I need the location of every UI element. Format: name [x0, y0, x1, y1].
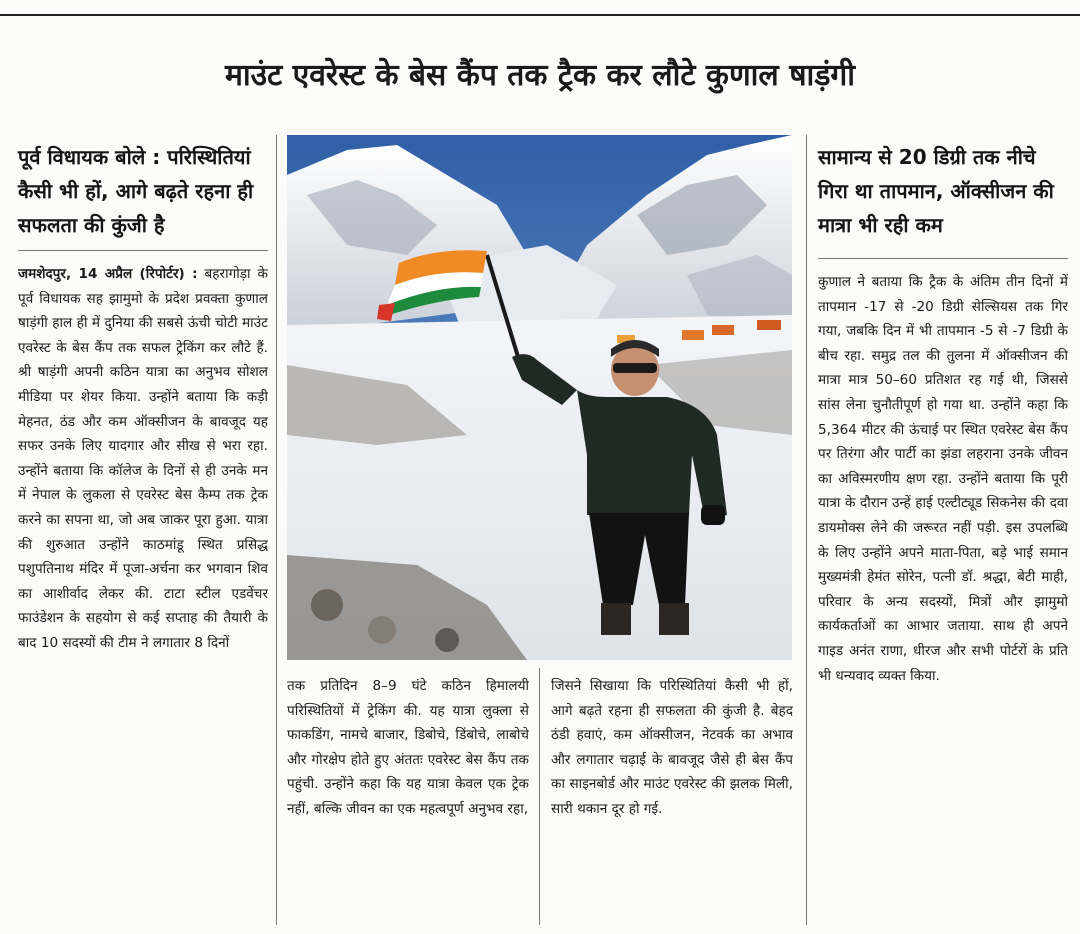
- headline: माउंट एवरेस्ट के बेस कैंप तक ट्रैक कर लौटे कुणाल षाड़ंगी: [224, 58, 856, 93]
- column-divider-1: [276, 135, 277, 925]
- right-subhead: सामान्य से 20 डिग्री तक नीचे गिरा था तापमान, ऑक्सीजन की मात्रा भी रही कम: [818, 145, 1054, 237]
- sunglasses: [613, 363, 657, 373]
- top-border: [0, 0, 1080, 16]
- tent: [757, 320, 781, 330]
- boot-right: [659, 603, 689, 635]
- right-subhead-divider: [818, 258, 1068, 259]
- left-subhead-divider: [18, 250, 268, 251]
- boot-left: [601, 603, 631, 635]
- rock: [311, 589, 343, 621]
- middle-left-body: तक प्रतिदिन 8–9 घंटे कठिन हिमालयी परिस्थितियों में ट्रेकिंग की. यह यात्रा लुक्ला से फाकडिंग, नामचे बाजार, डिबोचे, डिंबोचे, लाबोचे और गोरक्षेप होते हुए अंततः एवरेस्ट बेस कैंप तक पहुंची. उन्होंने कहा कि यह यात्रा केवल एक ट्रेक नहीं, बल्कि जीवन का एक महत्वपूर्ण अनुभव रहा,: [287, 678, 529, 817]
- right-column-body: कुणाल ने बताया कि ट्रैक के अंतिम तीन दिनों में तापमान -17 से -20 डिग्री सेल्सियस तक गिर गया, जबकि दिन में भी तापमान -5 से -7 डिग्री के बीच रहा. समुद्र तल की तुलना में ऑक्सीजन की मात्रा मात्र 50–60 प्रतिशत रह गई थी, जिससे सांस लेना चुनौतीपूर्ण हो गया था. उन्होंने कहा कि 5,364 मीटर की ऊंचाई पर स्थित एवरेस्ट बेस कैंप पर तिरंगा और पार्टी का झंडा लहराना उनके जीवन का अविस्मरणीय क्षण रहा. उन्होंने बताया कि पूरी यात्रा के दौरान उन्हें हाई एल्टीट्यूड सिकनेस की दवा डायमोक्स लेने की जरूरत नहीं पड़ी. इस उपलब्धि के लिए उन्होंने अपने माता-पिता, बड़े भाई समान मुख्यमंत्री हेमंत सोरेन, पत्नी डॉ. श्रद्धा, बेटी माही, परिवार के अन्य सदस्यों, मित्रों और झामुमो कार्यकर्ताओं का आभार जताया. साथ ही अपने गाइड अनंत राणा, धीरज और सभी पोर्टरों के प्रति भी धन्यवाद व्यक्त किया.: [818, 274, 1068, 684]
- photo-illustration: [287, 135, 792, 660]
- left-subhead: पूर्व विधायक बोले : परिस्थितियां कैसी भी हों, आगे बढ़ते रहना ही सफलता की कुंजी है: [18, 145, 254, 237]
- rock: [435, 628, 459, 652]
- dateline: जमशेदपुर, 14 अप्रैल (रिपोर्टर) :: [18, 266, 198, 282]
- rock: [368, 616, 396, 644]
- glove: [701, 505, 725, 525]
- column-divider-2: [539, 668, 540, 925]
- left-column-body: [18, 262, 268, 922]
- column-divider-3: [806, 135, 807, 925]
- left-body-text: बहरागोड़ा के पूर्व विधायक सह झामुमो के प्रदेश प्रवक्ता कुणाल षाड़ंगी हाल ही में दुनिया की सबसे ऊंची चोटी माउंट एवरेस्ट के बेस कैंप तक सफल ट्रेकिंग कर लौटे हैं. श्री षाड़ंगी अपनी कठिन यात्रा का अनुभव सोशल मीडिया पर शेयर किया. उन्होंने बताया कि कड़ी मेहनत, ठंड और कम ऑक्सीजन के बावजूद यह सफर उनके लिए यादगार और सीख से भरा रहा. उन्होंने बताया कि कॉलेज के दिनों से ही उनके मन में नेपाल के लुकला से एवरेस्ट बेस कैम्प तक ट्रेक करने का सपना था, जो अब जाकर पूरा हुआ. यात्रा की शुरुआत उन्होंने काठमांडू स्थित प्रसिद्ध पशुपतिनाथ मंदिर में पूजा-अर्चना कर भगवान शिव का आशीर्वाद लेकर की. टाटा स्टील एडवेंचर फाउंडेशन के सहयोग से कई सप्ताह की तैयारी के बाद 10 सदस्यों की टीम ने लगातार 8 दिनों: [18, 266, 268, 651]
- tent: [682, 330, 704, 340]
- middle-right-body: जिसने सिखाया कि परिस्थितियां कैसी भी हों, आगे बढ़ते रहना ही सफलता की कुंजी है. बेहद ठंडी हवाएं, कम ऑक्सीजन, नेटवर्क का अभाव और लगातार चढ़ाई के बावजूद जैसे ही बेस कैंप का साइनबोर्ड और माउंट एवरेस्ट की झलक मिली, सारी थकान दूर हो गई.: [551, 678, 793, 817]
- everest-base-camp-photo: [287, 135, 792, 660]
- tent: [712, 325, 734, 335]
